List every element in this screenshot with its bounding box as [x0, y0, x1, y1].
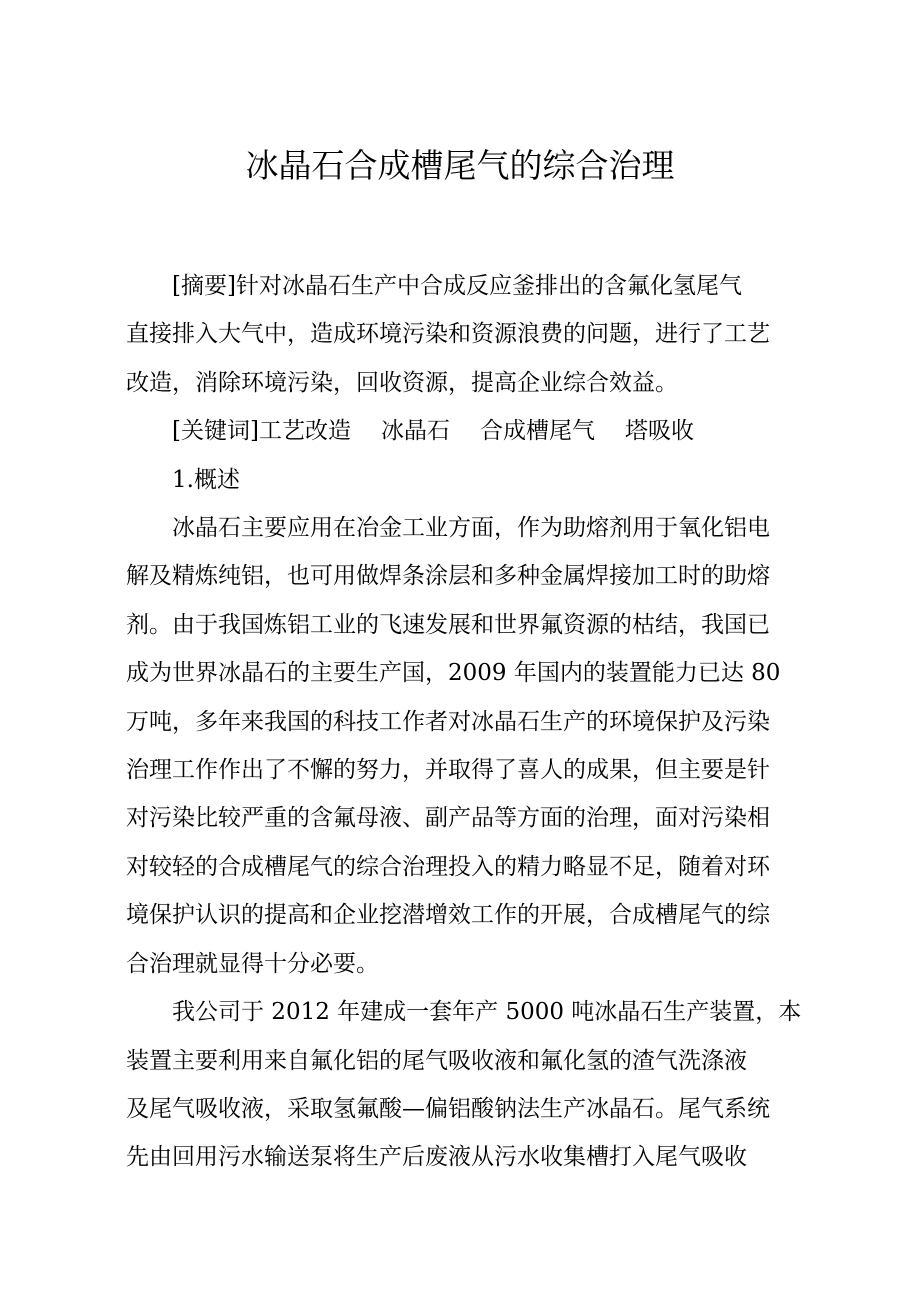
paragraph-line: 治理工作作出了不懈的努力，并取得了喜人的成果，但主要是针 — [126, 757, 770, 784]
paragraph-line: 万吨，多年来我国的科技工作者对冰晶石生产的环境保护及污染 — [126, 708, 770, 735]
keyword: 合成槽尾气 — [479, 418, 595, 445]
keywords-line — [126, 407, 802, 455]
keyword: 工艺改造 — [258, 418, 351, 445]
paragraph-line: 装置主要利用来自氟化铝的尾气吸收液和氟化氢的渣气洗涤液 — [126, 1047, 747, 1074]
paragraph-line: 及尾气吸收液，采取氢氟酸—偏铝酸钠法生产冰晶石。尾气系统 — [126, 1095, 770, 1122]
paragraph-line: 对较轻的合成槽尾气的综合治理投入的精力略显不足，随着对环 — [126, 853, 770, 880]
paragraph-line: 境保护认识的提高和企业挖潜增效工作的开展，合成槽尾气的综 — [126, 902, 770, 929]
document-body — [126, 262, 802, 1182]
keywords-label: [关键词] — [172, 418, 259, 445]
document-title: 冰晶石合成槽尾气的综合治理 — [245, 146, 675, 185]
paragraph-line: 我公司于 2012 年建成一套年产 5000 吨冰晶石生产装置，本 — [172, 999, 802, 1026]
abstract-line: [摘要]针对冰晶石生产中合成反应釜排出的含氟化氢尾气 — [172, 273, 742, 299]
paragraph-line: 对污染比较严重的含氟母液、副产品等方面的治理，面对污染相 — [126, 805, 770, 832]
paragraph-line: 先由回用污水输送泵将生产后废液从污水收集槽打入尾气吸收 — [126, 1144, 747, 1171]
paragraph-line: 成为世界冰晶石的主要生产国，2009 年国内的装置能力已达 80 — [126, 660, 781, 687]
abstract-line: 直接排入大气中，造成环境污染和资源浪费的问题，进行了工艺 — [126, 321, 770, 348]
abstract-line: 改造，消除环境污染，回收资源，提高企业综合效益。 — [126, 369, 678, 396]
abstract-paragraph — [126, 262, 802, 407]
paragraph-line: 解及精炼纯铝，也可用做焊条涂层和多种金属焊接加工时的助熔 — [126, 563, 770, 590]
company-paragraph — [126, 988, 802, 1182]
keyword: 塔吸收 — [624, 418, 694, 445]
keyword: 冰晶石 — [380, 418, 450, 445]
paragraph-line: 冰晶石主要应用在冶金工业方面，作为助熔剂用于氧化铝电 — [172, 515, 770, 542]
paragraph-line: 剂。由于我国炼铝工业的飞速发展和世界氟资源的枯结，我国已 — [126, 611, 770, 638]
section-heading: 1.概述 — [172, 466, 240, 493]
paragraph-line: 合治理就显得十分必要。 — [126, 950, 379, 977]
overview-paragraph — [126, 504, 802, 988]
